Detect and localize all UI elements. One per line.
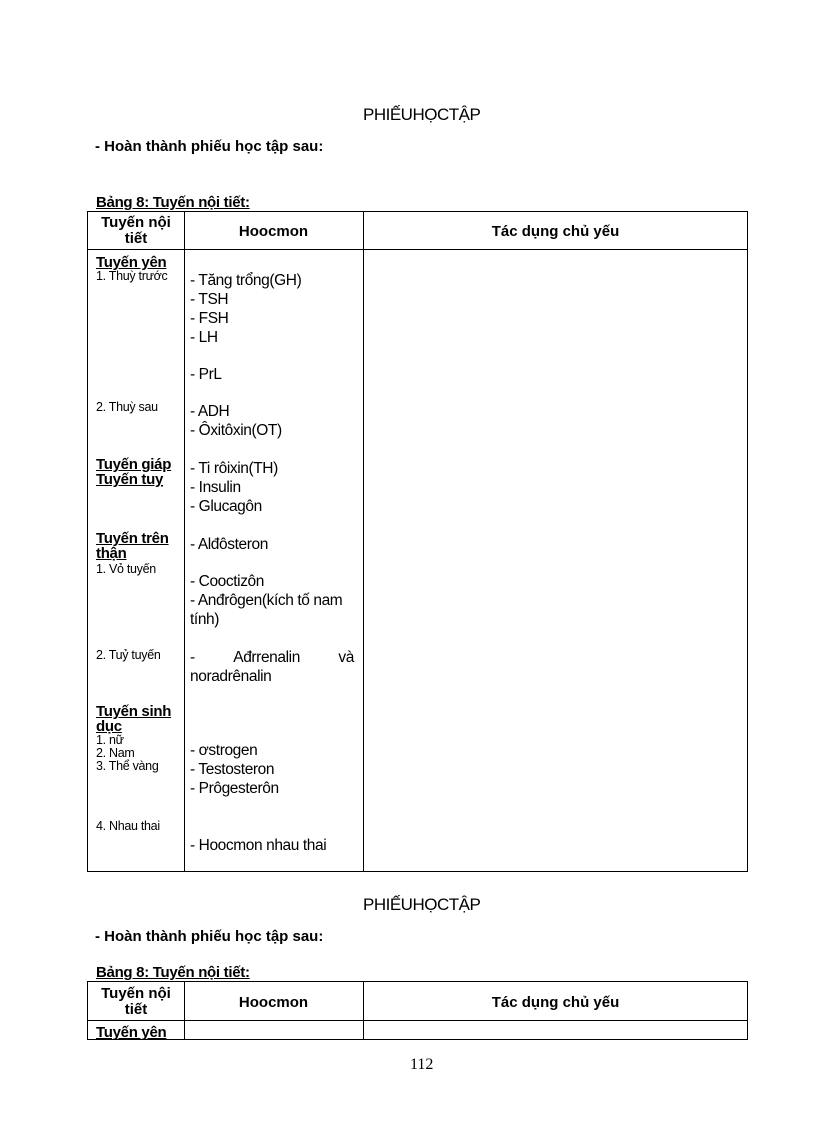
header-effect-2: Tác dụng chủ yếu bbox=[491, 994, 620, 1011]
hormone-ostrogen: - ơstrogen bbox=[190, 742, 258, 759]
worksheet-title: PHIẾUHỌCTẬP bbox=[363, 105, 481, 124]
task-instruction-2: - Hoàn thành phiếu học tập sau: bbox=[95, 928, 324, 945]
header-gland: Tuyến nội tiết bbox=[101, 214, 171, 247]
gland-tuyen-yen-2: Tuyến yên bbox=[96, 1024, 167, 1041]
hormone-cooctizon: - Cooctizôn bbox=[190, 573, 264, 590]
gland-nhau-thai: 4. Nhau thai bbox=[96, 819, 160, 833]
hormone-prl: - PrL bbox=[190, 366, 222, 383]
hormone-group-yen-sau bbox=[190, 402, 282, 440]
gland-yen-truoc: 1. Thuỳ trước bbox=[96, 269, 168, 283]
endocrine-table-2 bbox=[87, 981, 748, 1040]
hormone-adrenalin: - Ađrrenalin và noradrênalin bbox=[190, 649, 354, 685]
gland-tuy-tuyen: 2. Tuỷ tuyến bbox=[96, 648, 161, 662]
hormone-group-giap-tuy bbox=[190, 459, 278, 516]
hormone-ot: - Ôxitôxin(OT) bbox=[190, 422, 282, 439]
header-divider bbox=[88, 249, 747, 250]
header-effect: Tác dụng chủ yếu bbox=[491, 223, 620, 240]
hormone-progesteron: - Prôgesterôn bbox=[190, 780, 279, 797]
header-hormone-2: Hoocmon bbox=[238, 994, 309, 1011]
gland-nu: 1. nữ bbox=[96, 733, 124, 747]
hormone-androgen: - Anđrôgen(kích tố nam tính) bbox=[190, 592, 343, 628]
hormone-th: - Ti rôixin(TH) bbox=[190, 460, 278, 477]
hormone-group-sinh-duc bbox=[190, 741, 279, 798]
hormone-group-vo-tuyen bbox=[190, 572, 360, 629]
hormone-aldosteron: - Alđôsteron bbox=[190, 536, 268, 553]
hormone-testosteron: - Testosteron bbox=[190, 761, 275, 778]
gland-column bbox=[96, 255, 182, 283]
endocrine-table bbox=[87, 211, 748, 872]
hormone-glucagon: - Glucagôn bbox=[190, 498, 262, 515]
gland-giap-tuy bbox=[96, 457, 171, 487]
gland-yen-sau: 2. Thuỳ sau bbox=[96, 400, 158, 414]
hormone-gh: - Tăng trổng(GH) bbox=[190, 272, 302, 289]
column-divider bbox=[184, 212, 185, 871]
task-instruction: - Hoàn thành phiếu học tập sau: bbox=[95, 138, 324, 155]
hormone-adh: - ADH bbox=[190, 403, 230, 420]
page-number: 112 bbox=[410, 1056, 434, 1073]
hormone-group-yen-truoc bbox=[190, 271, 301, 347]
gland-vo-tuyen: 1. Vỏ tuyến bbox=[96, 562, 156, 576]
worksheet-title-2: PHIẾUHỌCTẬP bbox=[363, 895, 481, 914]
gland-tren-than: Tuyến trên thận 1. Vỏ tuyến bbox=[96, 531, 182, 576]
hormone-fsh: - FSH bbox=[190, 310, 229, 327]
gland-tuyen-tuy: Tuyến tuỵ bbox=[96, 471, 164, 488]
gland-tuyen-giap: Tuyến giáp bbox=[96, 456, 172, 473]
hormone-tsh: - TSH bbox=[190, 291, 229, 308]
hormone-insulin: - Insulin bbox=[190, 479, 241, 496]
gland-sinh-duc: Tuyến sinh dục 1. nữ 2. Nam 3. Thể vàng bbox=[96, 704, 182, 773]
gland-tuyen-yen: Tuyến yên bbox=[96, 254, 167, 271]
header-divider bbox=[88, 1020, 747, 1021]
gland-nam: 2. Nam bbox=[96, 746, 135, 760]
header-gland-2: Tuyến nội tiết bbox=[101, 985, 171, 1018]
column-divider bbox=[363, 212, 364, 871]
table-caption: Bảng 8: Tuyến nội tiết: bbox=[96, 194, 250, 211]
header-hormone: Hoocmon bbox=[238, 223, 309, 240]
gland-the-vang: 3. Thể vàng bbox=[96, 759, 159, 773]
hormone-nhau-thai: - Hoocmon nhau thai bbox=[190, 837, 327, 854]
hormone-lh: - LH bbox=[190, 329, 218, 346]
table-caption-2: Bảng 8: Tuyến nội tiết: bbox=[96, 964, 250, 981]
